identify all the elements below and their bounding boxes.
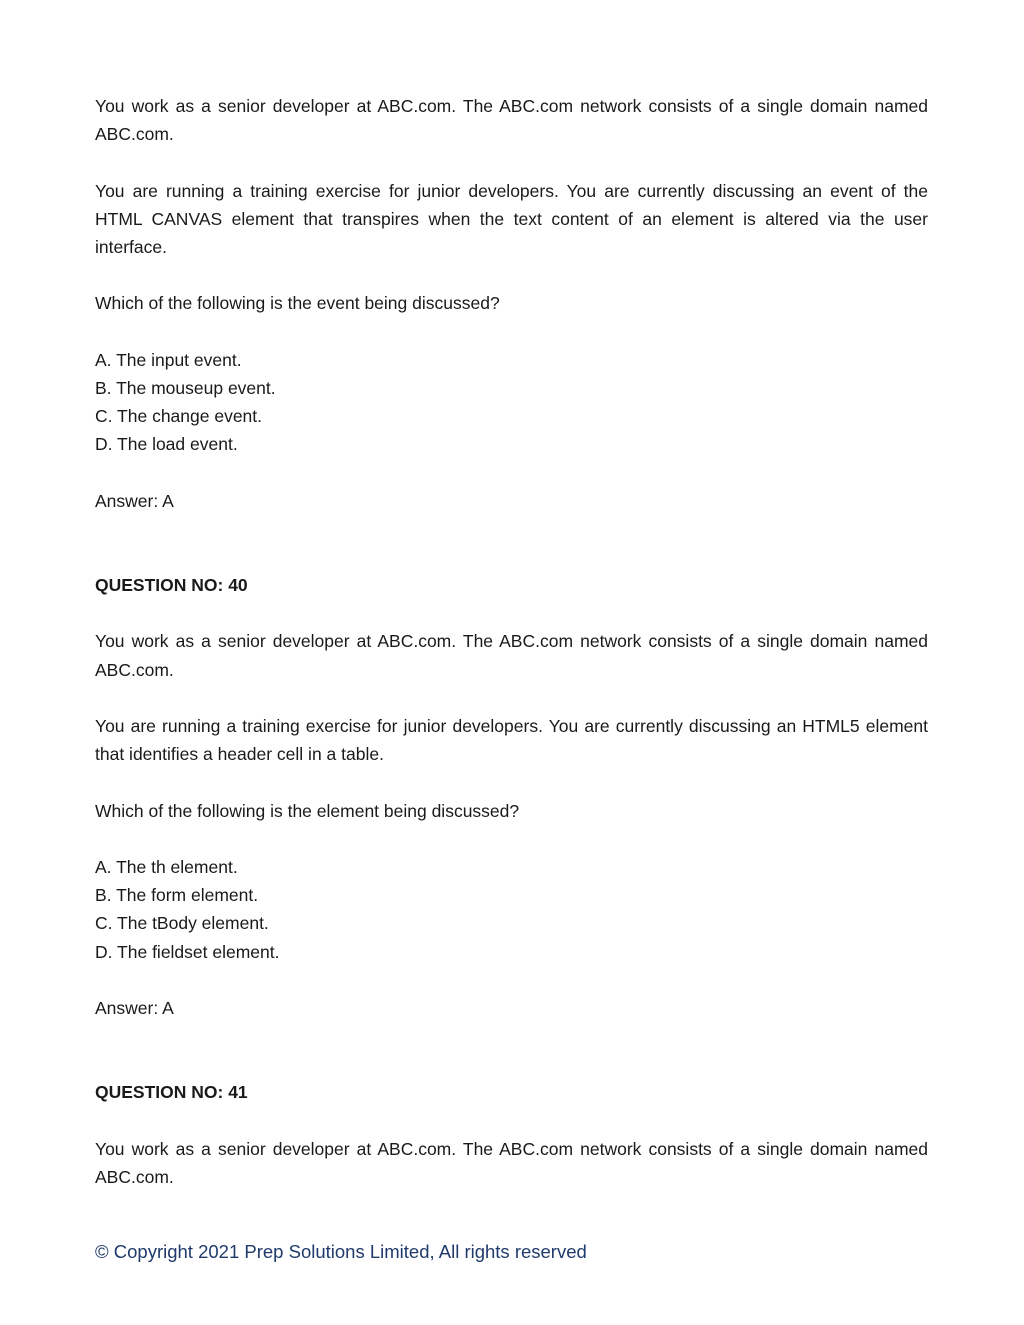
answer-line: Answer: A — [95, 490, 174, 511]
option-c: C. The tBody element. — [95, 913, 269, 934]
question-40 — [95, 571, 928, 1022]
option-d: D. The load event. — [95, 434, 238, 455]
option-d: D. The fieldset element. — [95, 941, 280, 962]
question-intro: You work as a senior developer at ABC.com. The ABC.com network consists of a single domain named ABC.com. — [95, 96, 928, 145]
question-scenario: You are running a training exercise for junior developers. You are currently discussing an event of the HTML CANVAS element that transpires when the text content of an element is altered via the user interface. — [95, 180, 928, 257]
question-39 — [95, 92, 928, 515]
copyright-footer: © Copyright 2021 Prep Solutions Limited, All rights reserved — [95, 1241, 587, 1262]
document-page — [95, 92, 928, 1219]
option-b: B. The form element. — [95, 885, 259, 906]
question-41 — [95, 1078, 928, 1191]
answer-line: Answer: A — [95, 997, 174, 1018]
question-prompt: Which of the following is the event being discussed? — [95, 293, 500, 314]
option-a: A. The th element. — [95, 856, 238, 877]
question-title: QUESTION NO: 41 — [95, 1082, 248, 1103]
question-scenario: You are running a training exercise for junior developers. You are currently discussing an HTML5 element that identifies a header cell in a table. — [95, 715, 928, 765]
option-a: A. The input event. — [95, 349, 242, 370]
answer-options — [95, 346, 928, 459]
question-intro: You work as a senior developer at ABC.com. The ABC.com network consists of a single domain named ABC.com. — [95, 1138, 928, 1187]
question-title: QUESTION NO: 40 — [95, 574, 248, 595]
option-c: C. The change event. — [95, 406, 263, 427]
question-intro: You work as a senior developer at ABC.com. The ABC.com network consists of a single domain named ABC.com. — [95, 631, 928, 680]
question-prompt: Which of the following is the element being discussed? — [95, 800, 520, 821]
answer-options — [95, 853, 928, 966]
option-b: B. The mouseup event. — [95, 377, 276, 398]
